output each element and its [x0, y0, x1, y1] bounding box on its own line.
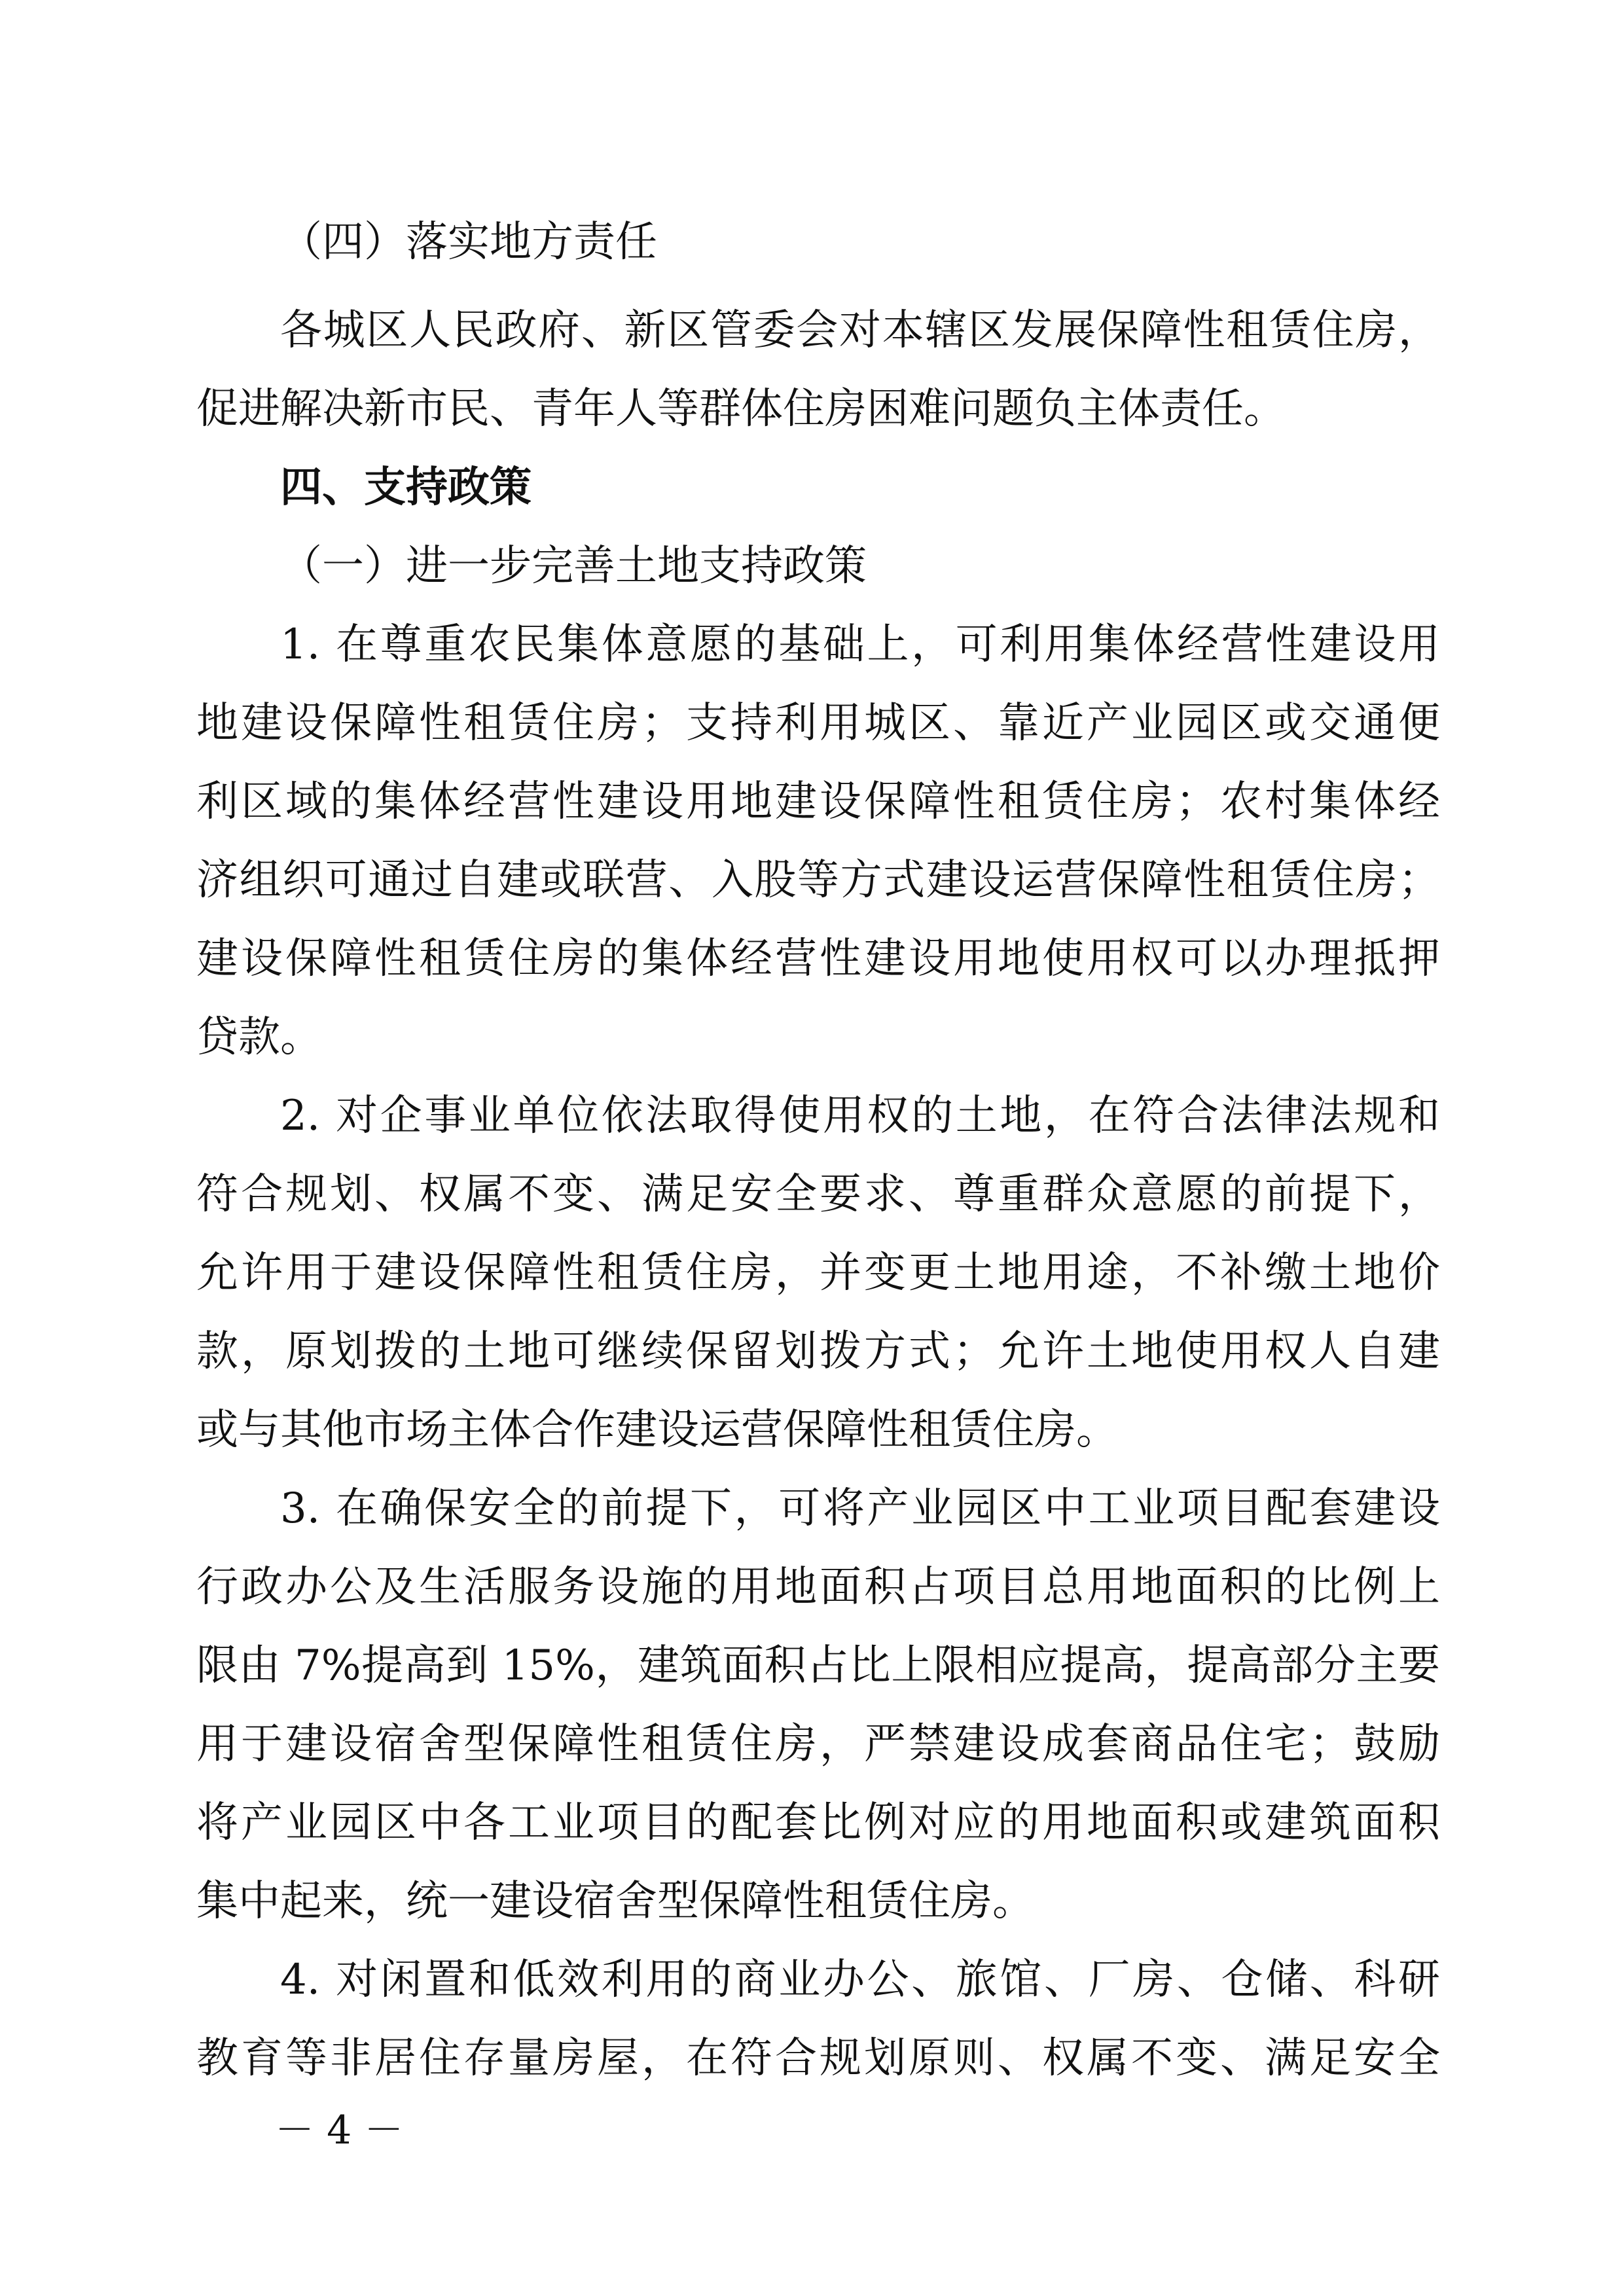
paragraph-line: 行政办公及生活服务设施的用地面积占项目总用地面积的比例上	[196, 1563, 1440, 1611]
paragraph-line: 款，原划拨的土地可继续保留划拨方式；允许土地使用权人自建	[196, 1327, 1440, 1376]
paragraph-line: 促进解决新市民、青年人等群体住房困难问题负主体责任。	[196, 385, 1286, 433]
paragraph-line: 贷款。	[196, 1013, 322, 1062]
paragraph-line: 或与其他市场主体合作建设运营保障性租赁住房。	[196, 1406, 1118, 1454]
paragraph-line: 济组织可通过自建或联营、入股等方式建设运营保障性租赁住房；	[196, 856, 1440, 905]
paragraph-line: 建设保障性租赁住房的集体经营性建设用地使用权可以办理抵押	[196, 935, 1440, 983]
paragraph-line: 2. 对企事业单位依法取得使用权的土地，在符合法律法规和	[280, 1092, 1440, 1140]
paragraph-line: 1. 在尊重农民集体意愿的基础上，可利用集体经营性建设用	[280, 620, 1440, 669]
paragraph-line: 各城区人民政府、新区管委会对本辖区发展保障性租赁住房，	[280, 306, 1440, 355]
paragraph-line: 4. 对闲置和低效利用的商业办公、旅馆、厂房、仓储、科研	[280, 1956, 1440, 2004]
subsection-heading-land-policy: （一）进一步完善土地支持政策	[280, 542, 867, 590]
paragraph-line: 将产业园区中各工业项目的配套比例对应的用地面积或建筑面积	[196, 1799, 1440, 1847]
paragraph-line: 用于建设宿舍型保障性租赁住房，严禁建设成套商品住宅；鼓励	[196, 1720, 1440, 1768]
paragraph-line: 利区域的集体经营性建设用地建设保障性租赁住房；农村集体经	[196, 778, 1440, 826]
paragraph-line: 教育等非居住存量房屋，在符合规划原则、权属不变、满足安全	[196, 2034, 1440, 2083]
page-number: － 4 －	[275, 2108, 404, 2153]
subsection-heading-local-responsibility: （四）落实地方责任	[280, 218, 657, 266]
paragraph-line: 集中起来，统一建设宿舍型保障性租赁住房。	[196, 1877, 1034, 1926]
paragraph-line: 限由 7%提高到 15%，建筑面积占比上限相应提高，提高部分主要	[196, 1641, 1440, 1690]
paragraph-line: 3. 在确保安全的前提下，可将产业园区中工业项目配套建设	[280, 1484, 1440, 1533]
paragraph-line: 地建设保障性租赁住房；支持利用城区、靠近产业园区或交通便	[196, 699, 1440, 747]
paragraph-line: 符合规划、权属不变、满足安全要求、尊重群众意愿的前提下，	[196, 1170, 1440, 1219]
section-heading-support-policies: 四、支持政策	[280, 463, 532, 512]
paragraph-line: 允许用于建设保障性租赁住房，并变更土地用途，不补缴土地价	[196, 1249, 1440, 1297]
